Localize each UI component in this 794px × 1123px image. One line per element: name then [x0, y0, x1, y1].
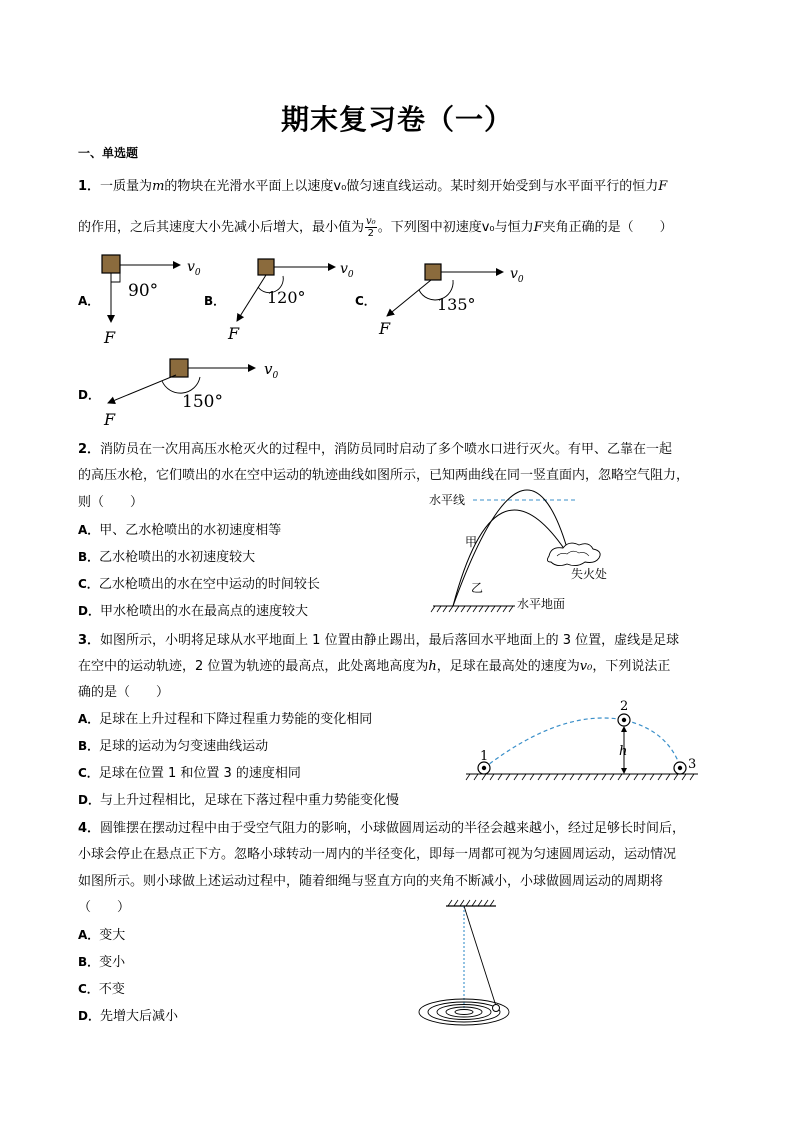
q1-figure-b: [225, 255, 365, 345]
option-label: D．: [78, 793, 100, 807]
option-label: C．: [78, 982, 99, 996]
q1-line1: [78, 178, 667, 196]
q2-line2: 的高压水枪，它们喷出的水在空中运动的轨迹曲线如图所示，已知两曲线在同一竖直面内，忽略空气阻力，: [78, 468, 690, 483]
v0-label: $v_0$: [340, 261, 354, 280]
q2-line1: [78, 441, 672, 459]
q4-option-a[interactable]: [78, 926, 125, 945]
q3-option-d[interactable]: [78, 791, 399, 810]
option-label: A．: [78, 712, 100, 726]
v0-label: $v_0$: [187, 259, 201, 278]
block-icon: [258, 259, 274, 275]
q2-option-d[interactable]: [78, 602, 308, 621]
block-icon: [102, 255, 120, 273]
yi-label: 乙: [471, 581, 484, 595]
force-label: F: [104, 328, 116, 347]
fire-icon: [547, 543, 600, 566]
option-text: 不变: [98, 982, 125, 997]
football-icon: [674, 762, 686, 774]
q2-text: 消防员在一次用高压水枪灭火的过程中，消防员同时启动了多个喷水口进行灭火。有甲、乙靠在一起: [100, 442, 673, 457]
q1-text: 夹角正确的是（ ）: [542, 220, 673, 235]
q3-line1: [78, 632, 679, 650]
q3-speed-symbol: v₀: [579, 659, 593, 674]
q4-option-c[interactable]: [78, 980, 125, 999]
q4-line3: 如图所示。则小球做上述运动过程中，随着细绳与竖直方向的夹角不断减小，小球做圆周运动的周期将: [78, 874, 664, 889]
angle-label: 120°: [267, 288, 306, 307]
option-label: B．: [78, 739, 100, 753]
q3-option-b[interactable]: [78, 737, 268, 756]
angle-label: 90°: [128, 281, 159, 301]
option-label: A．: [78, 928, 100, 942]
position-2-label: 2: [620, 699, 629, 714]
q1-force-symbol: F: [533, 220, 543, 235]
q2-number: 2．: [78, 442, 101, 457]
q1-option-d-label[interactable]: D．: [78, 388, 100, 402]
option-text: 甲、乙水枪喷出的水初速度相等: [99, 523, 282, 538]
option-text: 足球在位置 1 和位置 3 的速度相同: [98, 766, 301, 781]
option-text: 足球在上升过程和下降过程重力势能的变化相同: [99, 712, 373, 727]
q4-option-b[interactable]: [78, 953, 125, 972]
angle-label: 135°: [437, 295, 476, 314]
option-text: 变大: [99, 928, 126, 943]
page-title: 期末复习卷（一）: [280, 103, 513, 136]
fire-label: 失火处: [571, 567, 608, 581]
option-text: 甲水枪喷出的水在最高点的速度较大: [99, 604, 308, 619]
q3-line3: 确的是（ ）: [78, 685, 170, 700]
pendulum-ball-icon: [493, 1005, 500, 1012]
q1-text: 的物块在光滑水平面上以速度v₀做匀速直线运动。某时刻开始受到与水平面平行的恒力: [164, 179, 659, 194]
fraction-numerator: v₀: [366, 216, 376, 227]
q3-text: ，足球在最高处的速度为: [436, 659, 580, 674]
q3-number: 3．: [78, 633, 101, 648]
q2-trajectory-figure: [425, 488, 635, 618]
option-label: B．: [78, 955, 100, 969]
q3-text: 在空中的运动轨迹，2 位置为轨迹的最高点，此处离地高度为: [78, 659, 429, 674]
q3-height-symbol: h: [428, 659, 437, 674]
option-text: 变小: [99, 955, 126, 970]
option-text: 与上升过程相比，足球在下落过程中重力势能变化慢: [99, 793, 399, 808]
q1-text: 的作用，之后其速度大小先减小后增大，最小值为: [78, 220, 365, 235]
q1-option-b-label[interactable]: B．: [204, 294, 226, 308]
q1-figure-c: [375, 258, 535, 348]
option-text: 乙水枪喷出的水在空中运动的时间较长: [98, 577, 320, 592]
q3-text: 如图所示，小明将足球从水平地面上 1 位置由静止踢出，最后落回水平地面上的 3 位置，虚线是足球: [100, 633, 680, 648]
q1-force-symbol: F: [658, 179, 668, 194]
q2-option-a[interactable]: [78, 521, 281, 540]
q4-line4: （ ）: [78, 900, 131, 915]
position-3-label: 3: [688, 757, 697, 772]
option-label: C．: [78, 577, 99, 591]
q3-option-a[interactable]: [78, 710, 372, 729]
q1-figure-a: [95, 250, 215, 350]
option-label: A．: [78, 523, 100, 537]
force-label: F: [104, 410, 116, 429]
height-label: h: [619, 744, 628, 759]
option-text: 乙水枪喷出的水初速度较大: [99, 550, 256, 565]
option-text: 先增大后减小: [99, 1009, 178, 1024]
force-label: F: [379, 319, 391, 338]
q1-line2: [78, 216, 673, 239]
football-icon: [618, 714, 630, 726]
v0-label: $v_0$: [510, 266, 524, 285]
v0-label: $v_0$: [264, 360, 279, 381]
q3-football-figure: [462, 698, 702, 786]
q1-option-c-label[interactable]: C．: [355, 294, 376, 308]
q4-number: 4．: [78, 821, 101, 836]
block-icon: [425, 264, 441, 280]
q4-text: 圆锥摆在摆动过程中由于受空气阻力的影响，小球做圆周运动的半径会越来越小，经过足够长时间后，: [100, 821, 686, 836]
q1-mass-symbol: m: [152, 179, 165, 194]
q3-text: ，下列说法正: [592, 659, 671, 674]
option-label: B．: [78, 550, 100, 564]
fraction-denominator: 2: [367, 228, 375, 239]
q1-text: 。下列图中初速度v₀与恒力: [377, 220, 534, 235]
q3-line2: [78, 658, 670, 676]
q1-option-a-label[interactable]: A．: [78, 294, 100, 308]
q1-text: 一质量为: [100, 179, 153, 194]
q2-option-c[interactable]: [78, 575, 320, 594]
position-1-label: 1: [480, 749, 489, 764]
block-icon: [170, 359, 188, 377]
force-label: F: [228, 324, 240, 343]
q1-number: 1．: [78, 179, 101, 194]
option-label: D．: [78, 1009, 100, 1023]
q3-option-c[interactable]: [78, 764, 301, 783]
jia-label: 甲: [465, 535, 478, 549]
horizontal-line-label: 水平线: [429, 493, 466, 507]
q2-option-b[interactable]: [78, 548, 255, 567]
pendulum-string: [464, 906, 496, 1006]
option-label: D．: [78, 604, 100, 618]
q4-line2: 小球会停止在悬点正下方。忽略小球转动一周内的半径变化，即每一周都可视为匀速圆周运动，运动情况: [78, 847, 677, 862]
option-text: 足球的运动为匀变速曲线运动: [99, 739, 269, 754]
section-heading: 一、单选题: [78, 146, 139, 160]
ball-trajectory: [484, 718, 680, 768]
q4-option-d[interactable]: [78, 1007, 178, 1026]
option-label: C．: [78, 766, 99, 780]
angle-label: 150°: [182, 392, 223, 412]
q2-line3: 则（ ）: [78, 495, 144, 510]
ground-label: 水平地面: [517, 597, 566, 611]
q1-fraction: [365, 216, 377, 239]
q1-figure-d: [100, 355, 300, 430]
q4-line1: [78, 820, 685, 838]
q4-conical-pendulum-figure: [410, 896, 530, 1030]
